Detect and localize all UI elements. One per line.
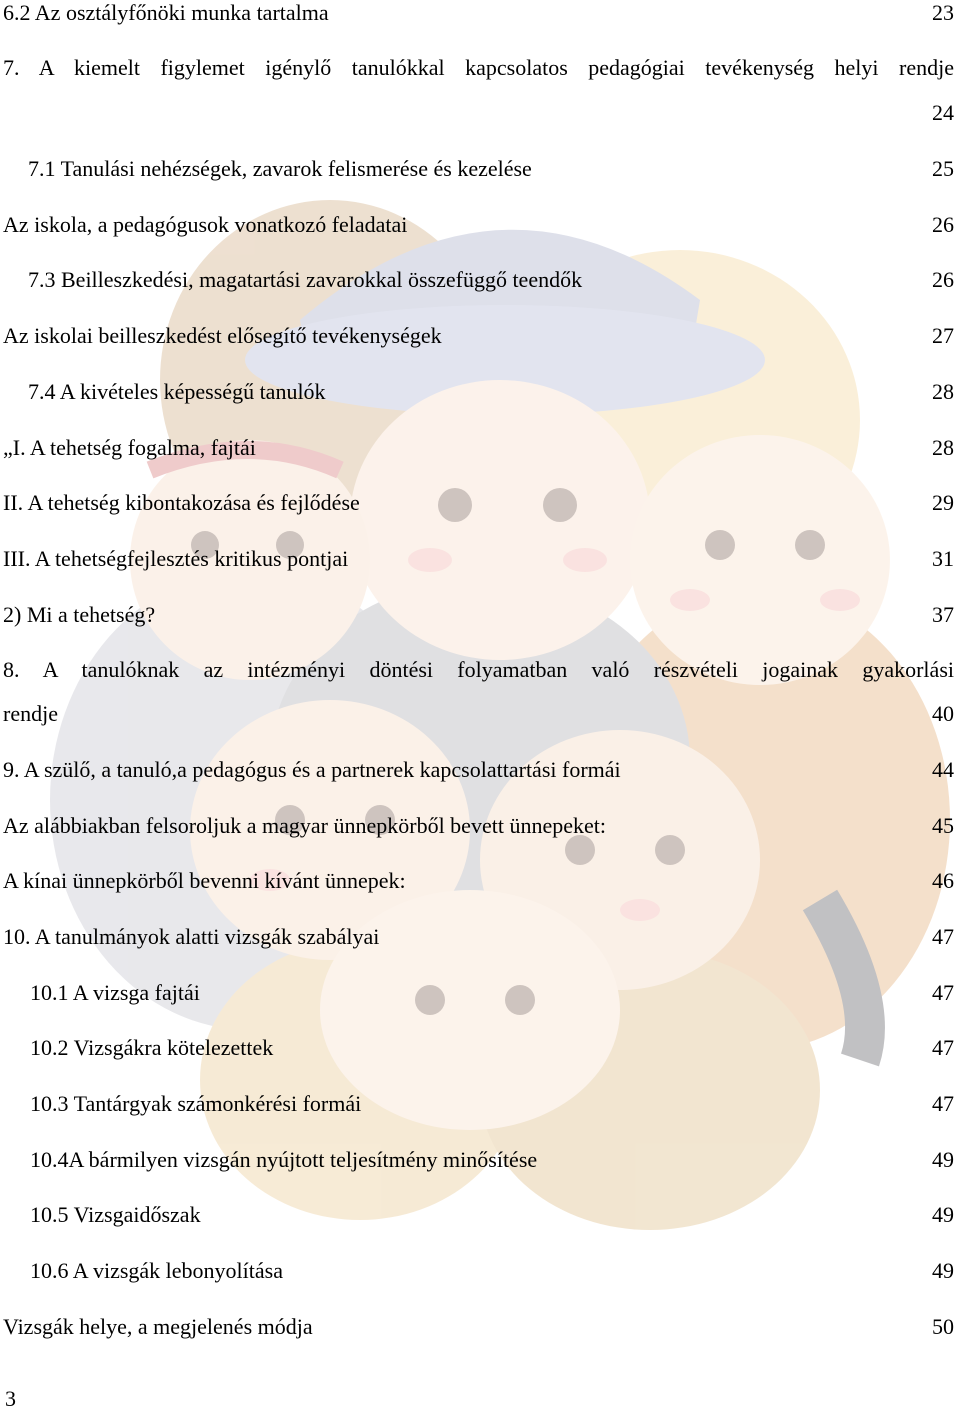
toc-entry[interactable]	[0, 435, 960, 475]
toc-entry-title: 2) Mi a tehetség?	[3, 602, 156, 627]
toc-entry-title: 10. A tanulmányok alatti vizsgák szabályai	[3, 924, 380, 949]
toc-entry-page: 47	[932, 924, 954, 949]
toc-entry-title: 10.1 A vizsga fajtái	[30, 980, 200, 1005]
toc-entry[interactable]	[0, 1202, 960, 1242]
toc-entry-page: 47	[932, 1091, 954, 1116]
toc-entry-page: 40	[932, 701, 954, 726]
toc-entry[interactable]	[0, 602, 960, 642]
toc-entry[interactable]	[0, 980, 960, 1020]
toc-entry-title: Az iskola, a pedagógusok vonatkozó feladatai	[3, 212, 408, 237]
toc-entry-continuation[interactable]	[0, 701, 960, 741]
toc-entry-page: 24	[932, 100, 954, 125]
toc-entry-title: 9. A szülő, a tanuló,a pedagógus és a partnerek kapcsolattartási formái	[3, 757, 621, 782]
toc-entry[interactable]	[0, 323, 960, 363]
toc-entry-page: 29	[932, 490, 954, 515]
toc-entry[interactable]	[0, 1035, 960, 1075]
toc-entry[interactable]	[0, 813, 960, 853]
toc-entry-title: 10.4A bármilyen vizsgán nyújtott teljesítmény minősítése	[30, 1147, 538, 1172]
toc-entry-title: 10.3 Tantárgyak számonkérési formái	[30, 1091, 362, 1116]
toc-entry-page: 28	[932, 379, 954, 404]
toc-entry[interactable]	[0, 924, 960, 964]
toc-entry[interactable]	[0, 212, 960, 252]
toc-entry-title: 10.6 A vizsgák lebonyolítása	[30, 1258, 283, 1283]
toc-entry[interactable]	[0, 868, 960, 908]
toc-entry-page: 27	[932, 323, 954, 348]
toc-entry-title: 7. A kiemelt figylemet igénylő tanulókkal kapcsolatos pedagógiai tevékenység helyi rendje	[3, 55, 954, 80]
toc-entry-title: 7.3 Beilleszkedési, magatartási zavarokkal összefüggő teendők	[28, 267, 583, 292]
toc-entry-page: 31	[932, 546, 954, 571]
toc-entry-title: Az iskolai beilleszkedést elősegítő tevékenységek	[3, 323, 442, 348]
toc-entry-page: 26	[932, 212, 954, 237]
toc-entry-page: 47	[932, 980, 954, 1005]
toc-entry-page: 46	[932, 868, 954, 893]
toc-entry[interactable]	[0, 490, 960, 530]
toc-entry-page: 49	[932, 1147, 954, 1172]
toc-entry-title: III. A tehetségfejlesztés kritikus pontjai	[3, 546, 349, 571]
toc-entry-page: 47	[932, 1035, 954, 1060]
toc-entry-title: 8. A tanulóknak az intézményi döntési folyamatban való részvételi jogainak gyakorlási	[3, 657, 954, 682]
toc-entry-page: 37	[932, 602, 954, 627]
toc-entry[interactable]	[0, 657, 960, 697]
toc-entry-continuation[interactable]	[0, 100, 960, 140]
toc-entry-page: 49	[932, 1202, 954, 1227]
toc-entry[interactable]	[0, 1147, 960, 1187]
toc-entry-page: 45	[932, 813, 954, 838]
toc-entry[interactable]	[0, 1091, 960, 1131]
toc-entry[interactable]	[0, 0, 960, 40]
toc-entry-page: 50	[932, 1314, 954, 1339]
toc-entry-title: Vizsgák helye, a megjelenés módja	[3, 1314, 313, 1339]
toc-entry[interactable]	[0, 267, 960, 307]
toc-entry-page: 26	[932, 267, 954, 292]
toc-entry[interactable]	[0, 156, 960, 196]
toc-entry-page: 49	[932, 1258, 954, 1283]
toc-entry-title: „I. A tehetség fogalma, fajtái	[3, 435, 256, 460]
toc-entry-title: A kínai ünnepkörből bevenni kívánt ünnepek:	[3, 868, 406, 893]
toc-entry-title: 10.5 Vizsgaidőszak	[30, 1202, 201, 1227]
toc-entry-page: 28	[932, 435, 954, 460]
toc-entry-page: 25	[932, 156, 954, 181]
toc-entry-title: Az alábbiakban felsoroljuk a magyar ünnepkörből bevett ünnepeket:	[3, 813, 606, 838]
toc-entry[interactable]	[0, 546, 960, 586]
page-number: 3	[5, 1386, 16, 1411]
toc-entry-page: 23	[932, 0, 954, 25]
toc-entry-title: 7.4 A kivételes képességű tanulók	[28, 379, 326, 404]
toc-entry-title: 6.2 Az osztályfőnöki munka tartalma	[3, 0, 329, 25]
toc-entry-title: 10.2 Vizsgákra kötelezettek	[30, 1035, 274, 1060]
toc-entry[interactable]	[0, 1314, 960, 1354]
toc-entry-title: rendje	[3, 701, 58, 726]
toc-entry[interactable]	[0, 55, 960, 95]
toc-entry-title: II. A tehetség kibontakozása és fejlődése	[3, 490, 360, 515]
toc-entry-page: 44	[932, 757, 954, 782]
toc-entry[interactable]	[0, 757, 960, 797]
toc-entry-title: 7.1 Tanulási nehézségek, zavarok felismerése és kezelése	[28, 156, 532, 181]
toc-entry[interactable]	[0, 379, 960, 419]
toc-entry[interactable]	[0, 1258, 960, 1298]
